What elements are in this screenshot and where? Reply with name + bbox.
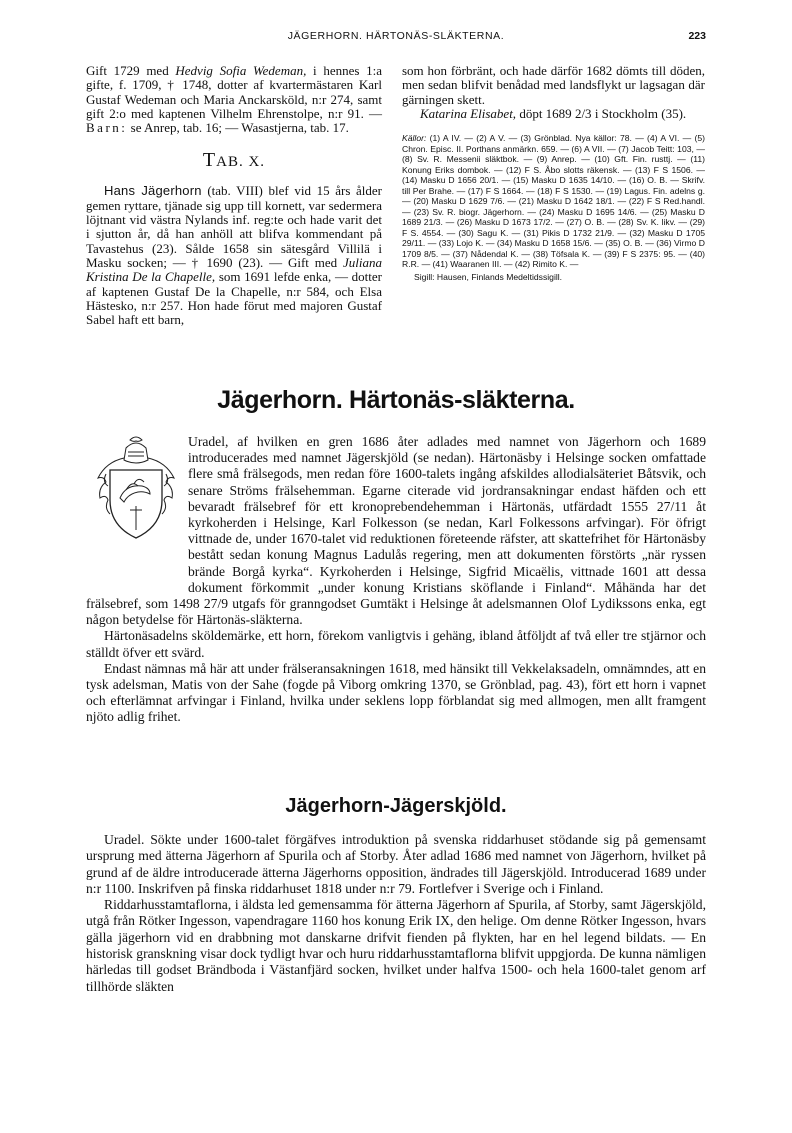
text-run: i Stockholm (35). — [591, 105, 687, 121]
person-name: Hans Jägerhorn — [104, 183, 202, 199]
sigill-note: Sigill: Hausen, Finlands Medeltidssigill. — [414, 271, 563, 282]
text-run: utgafs för granngodset Gumtäkt i Helsinge åt adelsmannen Olof Lydikssons enka, egt någon betydelse för Härtonäs-släkterna. — [86, 596, 706, 628]
text-run: åt kyrkoherden i Helsinge, Karl Folkesson (se nedan, Karl Folkessons arfvingar). För öfrigt vittnade de, under 1670-talet vid reduktionen företeende räfster, att skattefrihet för Härtonäsby bestått sedan konung Magnus Ladulås regering, men att dokumenten förstörts „när ryssen brände Borgå kyrka“. Kyrkoherden i Helsinge, Sigfrid Micaëlis, vittnade 1601 att dessa dokument förkommit „under konung Kristians sköflande i Finland“. Måhända har det frälsebref, som 1498 — [86, 498, 706, 612]
sources-label: Källor: — [402, 133, 427, 144]
tab-heading — [86, 149, 382, 172]
text-run: i hennes 1:a gifte, f. 1709, † 1748, dotter af kvartermästaren Karl Gustaf Wedeman och Maria Anckarsköld, n:r 274, samt gift 2:o med kaptenen Vilhelm Ehrenstolpe, n:r 91. — — [86, 63, 382, 121]
family-para-arms: Härtonäsadelns sköldemärke, ett horn, förekom vanligtvis i gehäng, ibland åtföljdt af två eller tre stjärnor och ställdt öfver ett svärd. — [86, 628, 706, 660]
sources-list — [402, 133, 705, 270]
text-run: Gift 1729 med — [86, 63, 176, 78]
left-column — [86, 64, 382, 327]
jagerskjold-para-2: Riddarhusstamtaflorna, i äldsta led gemensamma för ätterna Jägerhorn af Spurila, af Storby, samt Jägerskjöld, utgå från Rötker Ingesson, vapendragare 1160 hos konung Erik IX, den helige. Om denne Rötker Ingesson, hvars gälla jägerhorn vid en drabbning mot danskarne drifvit fienden på flykten, har en hel legend bildats. — En historisk granskning visar dock tydligt hvar och huru riddarhusstamtaflorna blifvit uppgjorda. De kunna nämligen härledas till godset Brändboda i Västanfjärd socken, hvilket under halfva 1500- och hela 1600-talet genom arf tillhörde släkten — [86, 897, 706, 994]
family-title: Jägerhorn. Härtonäs-släkterna. — [217, 386, 575, 414]
section-title: Jägerhorn-Jägerskjöld. — [285, 795, 507, 817]
page-number: 223 — [688, 30, 706, 42]
text-run: Uradel, af hvilken en gren 1686 åter adlades med namnet von Jägerhorn och 1689 introducerades med namnet Jägerskjöld (se nedan). Härtonäsby i Helsinge socken omfattade flere små frälsegods, men redan före 1600-talets ingång afskildes allodialsäteriet Båtsvik, och senare Ströms frälsehemman. Egarne citerade vid jordransakningar endast häfden och ett bevaradt frälsebref för ett kronoprebendehemman i Härtonäs, utfärdadt 1555 — [188, 434, 706, 514]
right-para-continuation: som hon förbränt, och hade därför 1682 dömts till döden, men sedan blifvit benådad med landsflykt ur lagsagan där gärningen skett. — [402, 63, 705, 107]
text-run: döpt 1689 — [516, 105, 575, 121]
family-section — [86, 434, 706, 726]
jagerskjold-section — [86, 832, 706, 995]
left-para-marriage — [86, 64, 382, 135]
date-fraction: 27/11 — [656, 498, 688, 514]
tab-heading-initial: T — [202, 149, 217, 172]
sources-text: (1) A IV. — (2) A V. — (3) Grönblad. Nya källor: 78. — (4) A VI. — (5) Chron. Episc. II. Porthans anmärkn. 659. — (6) A VII. — (7) Jacob Teitt: 103, — (8) Sv. R. Messenii släktbok. — (9) Anrep. — (10) Gft. Fin. rusttj. — (11) Konung Eriks dombok. — (12) F S. Åbo slotts räkensk. — (13) F S 1506. — (14) Masku D 1656 20/1. — (15) Masku D 1635 14/10. — (16) O. B. — Skrifv. till Per Brahe. — (17) F S 1664. — (18) F S 1530. — (19) Lagus. Fin. adelns g. — (20) Masku D 1629 7/6. — (21) Masku D 1642 18/1. — (22) F S Red.handl. — (23) Sv. R. biogr. Jägerhorn. — (24) Masku D 1695 14/6. — (25) Masku D 1689 21/3. — (26) Masku D 1673 17/2. — (27) O. B. — (28) Sv. K. likv. — (29) F S. 4554. — (30) Sagu K. — (31) Pikis D 1732 21/9. — (32) Masku D 1705 29/11. — (33) Lojo K. — (34) Masku D 1658 15/6. — (35) O. B. — (36) Virmo D 1709 8/5. — (37) Nådendal K. — (38) Töfsala K. — (39) F S 2375: 95. — (40) R.R. — (41) Waaranen III. — (42) Rimito K. — — [402, 133, 705, 270]
date-fraction: 27/9 — [203, 596, 229, 612]
running-title: JÄGERHORN. HÄRTONÄS-SLÄKTERNA. — [287, 30, 505, 42]
wife-name: Juliana Kristina De la Chapelle, — [86, 254, 382, 285]
running-head — [86, 30, 706, 44]
jagerskjold-para-1: Uradel. Sökte under 1600-talet förgäfves introduktion på svenska riddarhuset stödande sig på gemensamt ursprung med ätterna Jägerhorn af Spurila och af Storby. Åter adlad 1686 med namnet von Jägerhorn, hvilket på grund af de äldre introducerade ätterna Jägerhorns opposition, ändrades till Jägerskjöld. Introducerad 1689 under n:r 1100. Inskrifven på finska riddarhuset 1818 under n:r 79. Fortlefver i Sverige och i Finland. — [86, 832, 706, 896]
date-fraction: 2/3 — [574, 105, 592, 121]
family-para-sahe: Endast nämnas må här att under frälseransakningen 1618, med hänsikt till Vekkelaksadeln, omnämndes, att en tysk adelsman, Matis von der Sahe (fogde på Viborg omkring 1370, se Grönblad, pag. 43), fört ett horn i vapnet och efterlämnat arfvingar i Finland, hvilka under seklens lopp förblandat sig med allmogen, men allt framgent njöto adlig frihet. — [86, 660, 706, 725]
left-para-hans — [86, 184, 382, 327]
barn-label: Barn: — [86, 120, 128, 136]
child-name: Katarina Elisabet, — [420, 105, 517, 121]
spouse-name: Hedvig Sofia Wedeman, — [175, 63, 307, 78]
right-para-katarina — [402, 107, 705, 121]
text-run: se Anrep, tab. 16; — Wasastjerna, tab. 17. — [127, 120, 349, 136]
right-column — [402, 64, 705, 283]
coat-spacer — [86, 434, 188, 584]
text-run: som 1691 lefde enka, — dotter af kaptenen Gustaf De la Chapelle, n:r 584, och Elsa Hästesko, n:r 257. Hon hade förut med majoren Gustaf Sabel haft ett barn, — [86, 269, 382, 328]
tab-heading-rest: AB. X. — [216, 154, 266, 171]
text-run: (tab. VIII) blef vid 15 års ålder gemen ryttare, tjänade sig upp till kornett, var sedermera löjtnant vid västra Nylands inf. reg:te och hade varit det i sjutton år, då han anhöll att blifva kommendant på Tavastehus (23). Sålde 1658 sin sätesgård Villilä i Masku socken; — † 1690 (23). — Gift med — [86, 183, 382, 270]
